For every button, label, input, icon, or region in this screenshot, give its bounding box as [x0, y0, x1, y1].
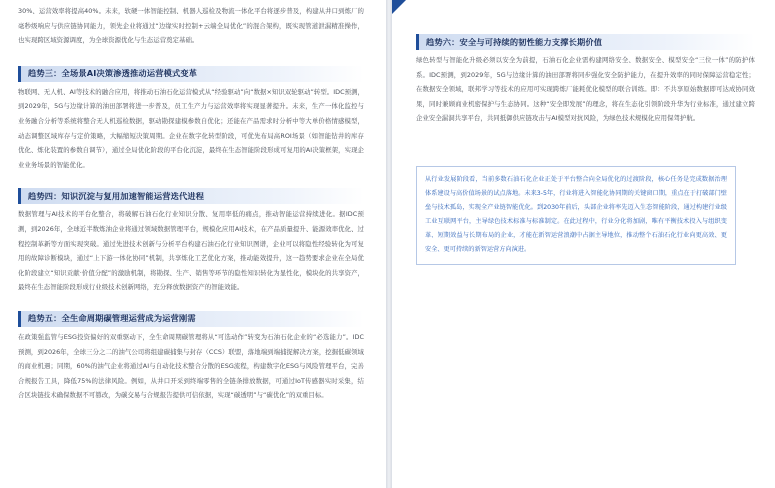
trend5-heading	[18, 311, 364, 327]
trend5-title: 趋势五：全生命周期碳管理运营成为运营刚需	[28, 313, 196, 324]
left-page	[0, 0, 386, 488]
trend4-paragraph: 数据管理与AI技术的平台化整合，将破解石油石化行业知识分散、复用率低的痛点，推动智能运营持续进化。据IDC预测，到2026年，全球近半数炼油企业将通过领域数据管理平台，规模化应用AI技术，在产品质量提升、能源效率优化、过程控制革新等方面实现突破。通过先进技术创新与分析平台构建石油石化行业知识图谱，企业可以将隐性经验转化为可复用的故障诊断模块，通过“上下游一体化协同”机制，共享炼化工艺优化方案，推动能效提升，这一趋势要求企业在全局优化阶段建立“知识贡献·价值分配”的激励机制，将勘探、生产、销售等环节的隐性知识转化为显性化，模块化的共享资产，最终在生态智能阶段形成行业级技术创新网络，充分释放数据资产的智能效能。	[18, 210, 364, 292]
page-corner-decoration	[392, 0, 406, 14]
trend6-heading	[416, 34, 755, 50]
trend3-heading	[18, 66, 364, 82]
trend4-heading	[18, 188, 364, 204]
trend3-paragraph: 物联网、无人机、AI等技术的融合应用，将推动石油石化运营模式从“经验驱动”向“数据×知识双轮驱动”转型。IDC预测，到2029年，5G与边缘计算的油田部署将进一步普及，员工生产力与运营效率将实现显著提升。未来，生产一体化监控与业务融合分析等系统将整合无人机巡检数据，驱动勘探建模参数自优化；还能在产品需求时分析中等大单价格情感模型，动态调整区域库存与定价策略，大幅缩短决策周期。企业在数字化转型阶段，可优先布局高ROI场景（如智能钻井的库存优化、炼化装置的参数自调节），通过全局优化阶段的平台化沉淀，最终在生态智能阶段形成可复用的AI决策框架，实现企业业务场景的智能优化。	[18, 87, 364, 169]
summary-callout-box	[416, 166, 736, 265]
trend3-title: 趋势三：全场景AI决策渗透推动运营模式变革	[28, 68, 198, 79]
callout-text: 从行业发展阶段看，当前多数石油石化企业正处于平台整合向全局优化的过渡阶段，核心任务是完成数据治理体系建设与高价值场景的试点落地。未来3-5年，行业将进入智能化协同期的关键窗口期，重点在于打破部门壁垒与技术孤岛，实现全产业链智能优化。到2030年前后，头部企业将率先迈入生态智能阶段，通过构建行业级工业互联网平台，主导绿色技术标准与标准制定。在此过程中，行业分化将加剧，唯有平衡技术投入与组织变革、短期效益与长期布局的企业，才能在新智运营浪潮中占据主导地位，推动整个石油石化行业向更高效、更安全、更可持续的新智运营方向演进。	[425, 175, 727, 253]
trend5-paragraph: 在政策强监管与ESG投资偏好的双重驱动下，全生命周期碳管理将从“可选动作”转变为石油石化企业的“必选能力”。IDC预测，到2026年，全球三分之二的油气公司将组建碳捕集与封存（CCS）联盟，落地端到端捕捉解决方案，挖掘低碳领域的商业机遇；同期，60%的油气企业将通过AI与自动化技术整合分散的ESG流程，构建数字化ESG与风险管理平台，完善合规报告工具，降低75%的法律风险。例如，从井口开采到终端零售的全链条排放数据，可通过IoT传感器实时采集，结合区块链技术确保数据不可篡改，为碳交易与合规报告提供可信依据，实现“碳透明”与“碳优化”的双重目标。	[18, 332, 364, 400]
intro-paragraph: 30%、运营效率将提高40%。未来，软硬一体智能控制、机器人巡检及物流一体化平台将逐步普及，构建从井口到炼厂的毫秒级响应与供应链协同能力，领先企业将通过“边缘实时控制+云端全局优化”的混合架构，既实现管道泄漏精准操作，也实现跨区域资源调度，为全球资源优化与生态运营奠定基础。	[18, 7, 364, 45]
trend6-title: 趋势六：安全与可持续的韧性能力支撑长期价值	[426, 36, 603, 47]
trend4-title: 趋势四：知识沉淀与复用加速智能运营迭代进程	[28, 190, 205, 201]
right-page	[392, 0, 775, 488]
trend6-paragraph: 绿色转型与智能化升级必须以安全为前提，石油石化企业需构建网络安全、数据安全、模型安全“三位一体”的防护体系。IDC预测，到2029年，5G与边缘计算的油田部署将同步强化安全防护能力，在提升效率的同时保障运营稳定性；在数据安全领域，联邦学习等技术的应用可实现跨炼厂能耗优化模型的联合训练。即：不共享原始数据即可达成协同效果，同时兼顾商业机密保护与生态协同。这种“安全即发展”的理念，将在生态化引领阶段升华为行业标准，通过建立跨企业安全漏洞共享平台，共同抵御供应链攻击与AI模型对抗风险，为绿色技术规模化应用保驾护航。	[416, 56, 755, 123]
